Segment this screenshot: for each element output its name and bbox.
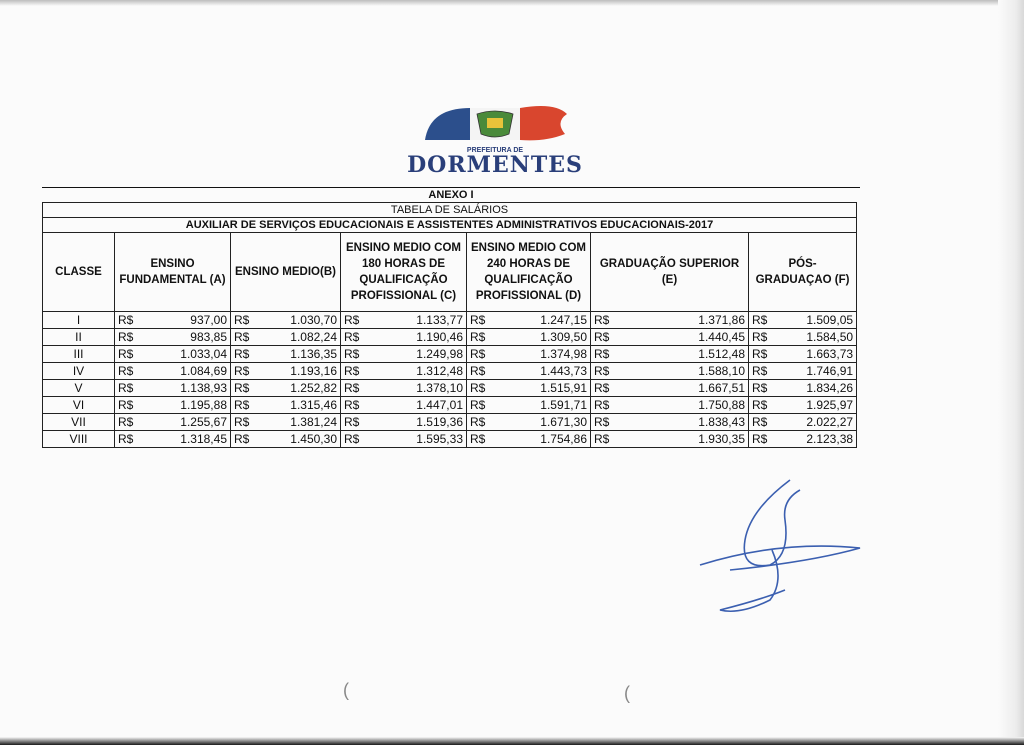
currency-symbol: R$ <box>470 330 486 344</box>
table-row <box>43 380 857 397</box>
currency-symbol: R$ <box>234 330 250 344</box>
classe-cell: IV <box>43 363 115 380</box>
salary-value: 1.663,73 <box>806 347 854 361</box>
currency-symbol: R$ <box>344 330 360 344</box>
salary-cell-a <box>115 414 231 431</box>
salary-cell-a <box>115 312 231 329</box>
salary-value: 1.133,77 <box>416 313 463 327</box>
salary-cell-b <box>231 363 341 380</box>
currency-symbol: R$ <box>470 313 486 327</box>
salary-value: 1.195,88 <box>180 398 227 412</box>
salary-value: 1.030,70 <box>290 313 337 327</box>
currency-symbol: R$ <box>234 347 250 361</box>
salary-value: 1.315,46 <box>290 398 337 412</box>
salary-value: 1.378,10 <box>416 381 463 395</box>
salary-value: 1.138,93 <box>180 381 227 395</box>
scan-mark-right: ( <box>624 683 630 703</box>
salary-cell-e <box>591 312 749 329</box>
signature <box>690 470 870 620</box>
currency-symbol: R$ <box>752 364 768 378</box>
salary-value: 1.440,45 <box>698 330 745 344</box>
classe-cell: II <box>43 329 115 346</box>
currency-symbol: R$ <box>470 364 486 378</box>
classe-cell: V <box>43 380 115 397</box>
currency-symbol: R$ <box>470 432 486 446</box>
currency-symbol: R$ <box>118 364 134 378</box>
salary-value: 937,00 <box>190 313 227 327</box>
salary-cell-d <box>467 414 591 431</box>
currency-symbol: R$ <box>118 330 134 344</box>
salary-cell-f <box>749 346 857 363</box>
table-row <box>43 414 857 431</box>
col-header-classe: CLASSE <box>43 233 115 312</box>
currency-symbol: R$ <box>470 415 486 429</box>
table-body <box>43 312 857 448</box>
salary-value: 1.193,16 <box>290 364 337 378</box>
salary-cell-e <box>591 414 749 431</box>
currency-symbol: R$ <box>594 432 610 446</box>
currency-symbol: R$ <box>752 381 768 395</box>
currency-symbol: R$ <box>344 347 360 361</box>
currency-symbol: R$ <box>234 432 250 446</box>
prefeitura-logo <box>395 100 595 184</box>
table-title: TABELA DE SALÁRIOS <box>43 203 857 218</box>
currency-symbol: R$ <box>234 398 250 412</box>
salary-value: 1.509,05 <box>806 313 854 327</box>
classe-cell: VI <box>43 397 115 414</box>
salary-cell-d <box>467 363 591 380</box>
salary-value: 1.450,30 <box>290 432 337 446</box>
salary-value: 1.252,82 <box>290 381 337 395</box>
flag-emblem <box>395 100 595 150</box>
salary-cell-f <box>749 363 857 380</box>
currency-symbol: R$ <box>344 398 360 412</box>
salary-cell-e <box>591 346 749 363</box>
salary-cell-d <box>467 312 591 329</box>
currency-symbol: R$ <box>344 364 360 378</box>
table-subtitle: AUXILIAR DE SERVIÇOS EDUCACIONAIS E ASSISTENTES ADMINISTRATIVOS EDUCACIONAIS-2017 <box>43 218 857 233</box>
currency-symbol: R$ <box>234 364 250 378</box>
salary-value: 1.381,24 <box>290 415 337 429</box>
classe-cell: VII <box>43 414 115 431</box>
salary-value: 1.671,30 <box>540 415 587 429</box>
salary-cell-a <box>115 329 231 346</box>
salary-cell-b <box>231 329 341 346</box>
salary-value: 1.371,86 <box>698 313 745 327</box>
classe-cell: III <box>43 346 115 363</box>
salary-cell-e <box>591 363 749 380</box>
salary-value: 1.374,98 <box>540 347 587 361</box>
salary-value: 1.247,15 <box>540 313 587 327</box>
table-row <box>43 363 857 380</box>
salary-value: 1.447,01 <box>416 398 463 412</box>
currency-symbol: R$ <box>752 330 768 344</box>
salary-cell-a <box>115 363 231 380</box>
currency-symbol: R$ <box>594 381 610 395</box>
salary-cell-e <box>591 380 749 397</box>
classe-cell: VIII <box>43 431 115 448</box>
salary-table <box>42 202 857 448</box>
salary-cell-e <box>591 431 749 448</box>
table-row <box>43 431 857 448</box>
col-header-c: ENSINO MEDIO COM 180 HORAS DE QUALIFICAÇÃO PROFISSIONAL (C) <box>341 233 467 312</box>
coat-of-arms-icon <box>477 111 513 137</box>
currency-symbol: R$ <box>752 415 768 429</box>
salary-cell-b <box>231 414 341 431</box>
salary-cell-d <box>467 346 591 363</box>
salary-cell-d <box>467 380 591 397</box>
salary-cell-f <box>749 397 857 414</box>
salary-cell-e <box>591 329 749 346</box>
salary-cell-c <box>341 363 467 380</box>
salary-cell-f <box>749 329 857 346</box>
salary-cell-c <box>341 380 467 397</box>
salary-cell-c <box>341 346 467 363</box>
table-row <box>43 312 857 329</box>
currency-symbol: R$ <box>594 347 610 361</box>
currency-symbol: R$ <box>594 364 610 378</box>
currency-symbol: R$ <box>118 415 134 429</box>
salary-value: 1.309,50 <box>540 330 587 344</box>
currency-symbol: R$ <box>118 432 134 446</box>
salary-value: 1.930,35 <box>698 432 745 446</box>
salary-value: 2.123,38 <box>806 432 854 446</box>
salary-cell-f <box>749 431 857 448</box>
currency-symbol: R$ <box>594 415 610 429</box>
salary-cell-b <box>231 346 341 363</box>
currency-symbol: R$ <box>594 313 610 327</box>
logo-line1: PREFEITURA DE <box>466 147 524 154</box>
col-header-e: GRADUAÇÃO SUPERIOR (E) <box>591 233 749 312</box>
currency-symbol: R$ <box>752 432 768 446</box>
salary-value: 1.136,35 <box>290 347 337 361</box>
salary-value: 1.312,48 <box>416 364 463 378</box>
salary-value: 1.750,88 <box>698 398 745 412</box>
salary-cell-c <box>341 414 467 431</box>
salary-value: 1.249,98 <box>416 347 463 361</box>
classe-cell: I <box>43 312 115 329</box>
salary-value: 1.834,26 <box>806 381 854 395</box>
currency-symbol: R$ <box>344 313 360 327</box>
salary-value: 1.515,91 <box>540 381 587 395</box>
salary-cell-f <box>749 312 857 329</box>
col-header-d: ENSINO MEDIO COM 240 HORAS DE QUALIFICAÇÃO PROFISSIONAL (D) <box>467 233 591 312</box>
salary-cell-b <box>231 397 341 414</box>
salary-value: 1.443,73 <box>540 364 587 378</box>
currency-symbol: R$ <box>344 415 360 429</box>
scan-edge-bottom <box>0 737 1024 745</box>
salary-cell-c <box>341 329 467 346</box>
salary-cell-e <box>591 397 749 414</box>
salary-cell-b <box>231 431 341 448</box>
currency-symbol: R$ <box>118 398 134 412</box>
salary-value: 1.667,51 <box>698 381 745 395</box>
salary-cell-a <box>115 397 231 414</box>
salary-cell-b <box>231 380 341 397</box>
annex-title: ANEXO I <box>428 189 474 201</box>
currency-symbol: R$ <box>594 330 610 344</box>
salary-cell-a <box>115 380 231 397</box>
logo-name: DORMENTES <box>407 152 583 178</box>
salary-value: 1.082,24 <box>290 330 337 344</box>
currency-symbol: R$ <box>470 347 486 361</box>
salary-cell-a <box>115 346 231 363</box>
salary-value: 983,85 <box>190 330 227 344</box>
currency-symbol: R$ <box>594 398 610 412</box>
currency-symbol: R$ <box>752 398 768 412</box>
currency-symbol: R$ <box>234 381 250 395</box>
scan-edge-right <box>998 0 1024 745</box>
table-row <box>43 397 857 414</box>
salary-cell-f <box>749 380 857 397</box>
salary-value: 1.255,67 <box>180 415 227 429</box>
salary-cell-b <box>231 312 341 329</box>
salary-value: 1.519,36 <box>416 415 463 429</box>
salary-cell-a <box>115 431 231 448</box>
salary-value: 1.584,50 <box>806 330 854 344</box>
table-row <box>43 346 857 363</box>
currency-symbol: R$ <box>234 313 250 327</box>
header-row <box>43 233 857 312</box>
salary-value: 1.754,86 <box>540 432 587 446</box>
salary-value: 1.746,91 <box>806 364 854 378</box>
salary-value: 1.588,10 <box>698 364 745 378</box>
salary-value: 1.084,69 <box>180 364 227 378</box>
currency-symbol: R$ <box>752 347 768 361</box>
salary-value: 1.033,04 <box>180 347 227 361</box>
salary-value: 1.591,71 <box>540 398 587 412</box>
salary-cell-c <box>341 397 467 414</box>
salary-value: 1.512,48 <box>698 347 745 361</box>
salary-value: 2.022,27 <box>806 415 854 429</box>
salary-value: 1.925,97 <box>806 398 854 412</box>
currency-symbol: R$ <box>344 381 360 395</box>
col-header-b: ENSINO MEDIO(B) <box>231 233 341 312</box>
col-header-f: PÓS-GRADUAÇAO (F) <box>749 233 857 312</box>
table-row <box>43 329 857 346</box>
scan-edge-top <box>0 0 1024 6</box>
salary-value: 1.838,43 <box>698 415 745 429</box>
salary-cell-f <box>749 414 857 431</box>
salary-cell-c <box>341 431 467 448</box>
currency-symbol: R$ <box>344 432 360 446</box>
salary-cell-d <box>467 397 591 414</box>
col-header-a: ENSINO FUNDAMENTAL (A) <box>115 233 231 312</box>
salary-value: 1.595,33 <box>416 432 463 446</box>
currency-symbol: R$ <box>118 347 134 361</box>
salary-value: 1.190,46 <box>416 330 463 344</box>
salary-sheet <box>42 187 860 448</box>
currency-symbol: R$ <box>118 313 134 327</box>
salary-cell-d <box>467 431 591 448</box>
salary-cell-c <box>341 312 467 329</box>
currency-symbol: R$ <box>470 381 486 395</box>
scan-mark-left: ( <box>343 680 349 700</box>
currency-symbol: R$ <box>752 313 768 327</box>
salary-cell-d <box>467 329 591 346</box>
currency-symbol: R$ <box>118 381 134 395</box>
currency-symbol: R$ <box>234 415 250 429</box>
salary-value: 1.318,45 <box>180 432 227 446</box>
currency-symbol: R$ <box>470 398 486 412</box>
